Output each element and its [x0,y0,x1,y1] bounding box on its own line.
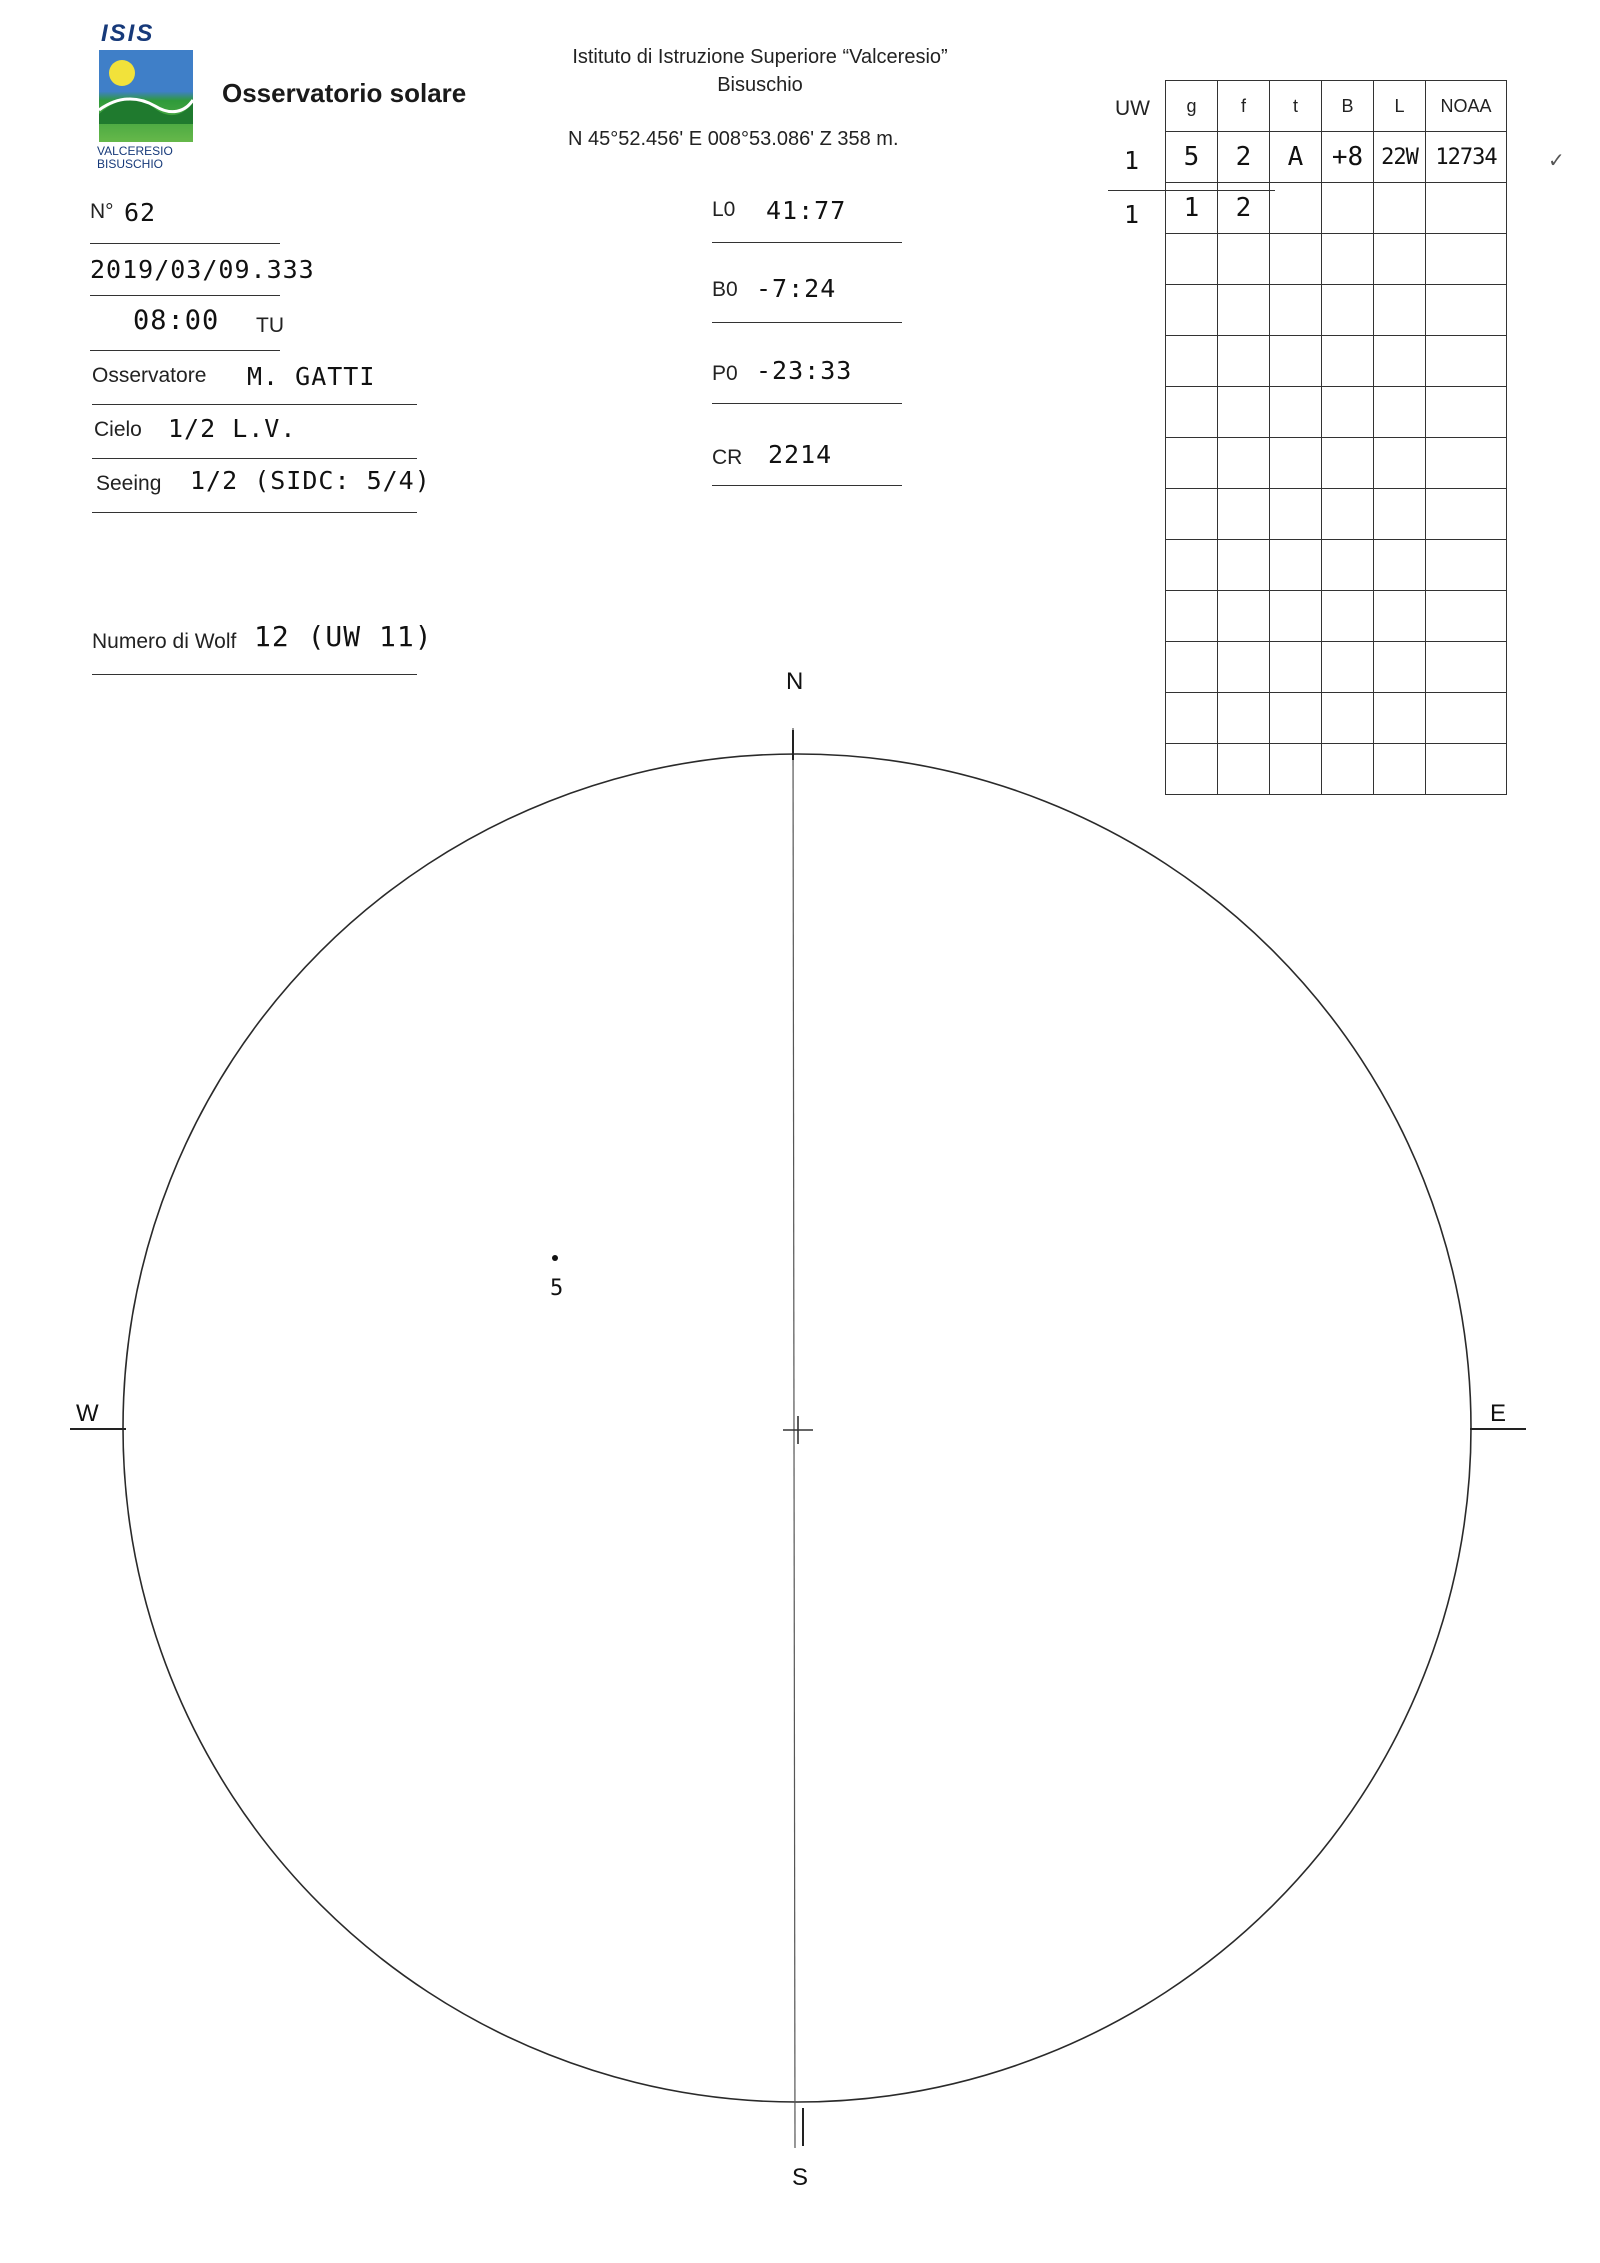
sunspot-group [552,1255,558,1261]
east-label: E [1490,1400,1507,1427]
observer-value: M. GATTI [247,362,376,391]
observer-label: Osservatore [92,364,207,387]
row-2-uw: 1 [1124,200,1140,229]
school-name: Istituto di Istruzione Superiore “Valceresio” [572,46,948,68]
cell-b: +8 [1322,132,1374,183]
solar-disk-outline [123,754,1471,2102]
p0-value: -23:33 [756,356,853,385]
b0-value: -7:24 [756,274,837,303]
p0-label: P0 [712,362,738,385]
cell-t: A [1270,132,1322,183]
site-coordinates: N 45°52.456' E 008°53.086' Z 358 m. [568,128,899,150]
date-value: 2019/03/09.333 [90,255,315,284]
logo-line-1: VALCERESIO [97,144,173,158]
col-header-f: f [1218,81,1270,132]
b0-label: B0 [712,278,738,301]
sunspot-label: 5 [550,1276,565,1301]
col-header-noaa: NOAA [1426,81,1507,132]
north-label: N [786,668,804,695]
row-1-uw: 1 [1124,146,1140,175]
cell-g: 1 [1166,183,1218,234]
cell-noaa: 12734 [1426,132,1507,183]
seeing-label: Seeing [96,472,162,495]
uw-header: UW [1115,97,1150,120]
logo-line-2: BISUSCHIO [97,157,164,171]
time-value: 08:00 [133,305,220,336]
seeing-value: 1/2 (SIDC: 5/4) [190,466,431,495]
wolf-value: 12 (UW 11) [254,620,433,653]
observatory-title: Osservatorio solare [222,78,467,108]
wolf-label: Numero di Wolf [92,630,237,653]
cell-f: 2 [1218,132,1270,183]
col-header-g: g [1166,81,1218,132]
cell-f: 2 [1218,183,1270,234]
sky-label: Cielo [94,418,142,441]
number-value: 62 [124,198,157,227]
cr-value: 2214 [768,440,833,469]
col-header-t: t [1270,81,1322,132]
town-name: Bisuschio [717,74,803,96]
north-south-axis [793,728,795,2148]
logo-wordmark: ISIS [101,20,155,47]
cr-label: CR [712,446,743,469]
l0-label: L0 [712,198,736,221]
cell-l: 22W [1374,132,1426,183]
col-header-b: B [1322,81,1374,132]
number-label: N° [90,200,114,223]
check-mark: ✓ [1548,150,1565,172]
cell-g: 5 [1166,132,1218,183]
col-header-l: L [1374,81,1426,132]
sky-value: 1/2 L.V. [168,414,297,443]
south-label: S [792,2164,809,2191]
west-label: W [76,1400,99,1427]
time-unit: TU [256,314,284,337]
l0-value: 41:77 [766,196,847,225]
